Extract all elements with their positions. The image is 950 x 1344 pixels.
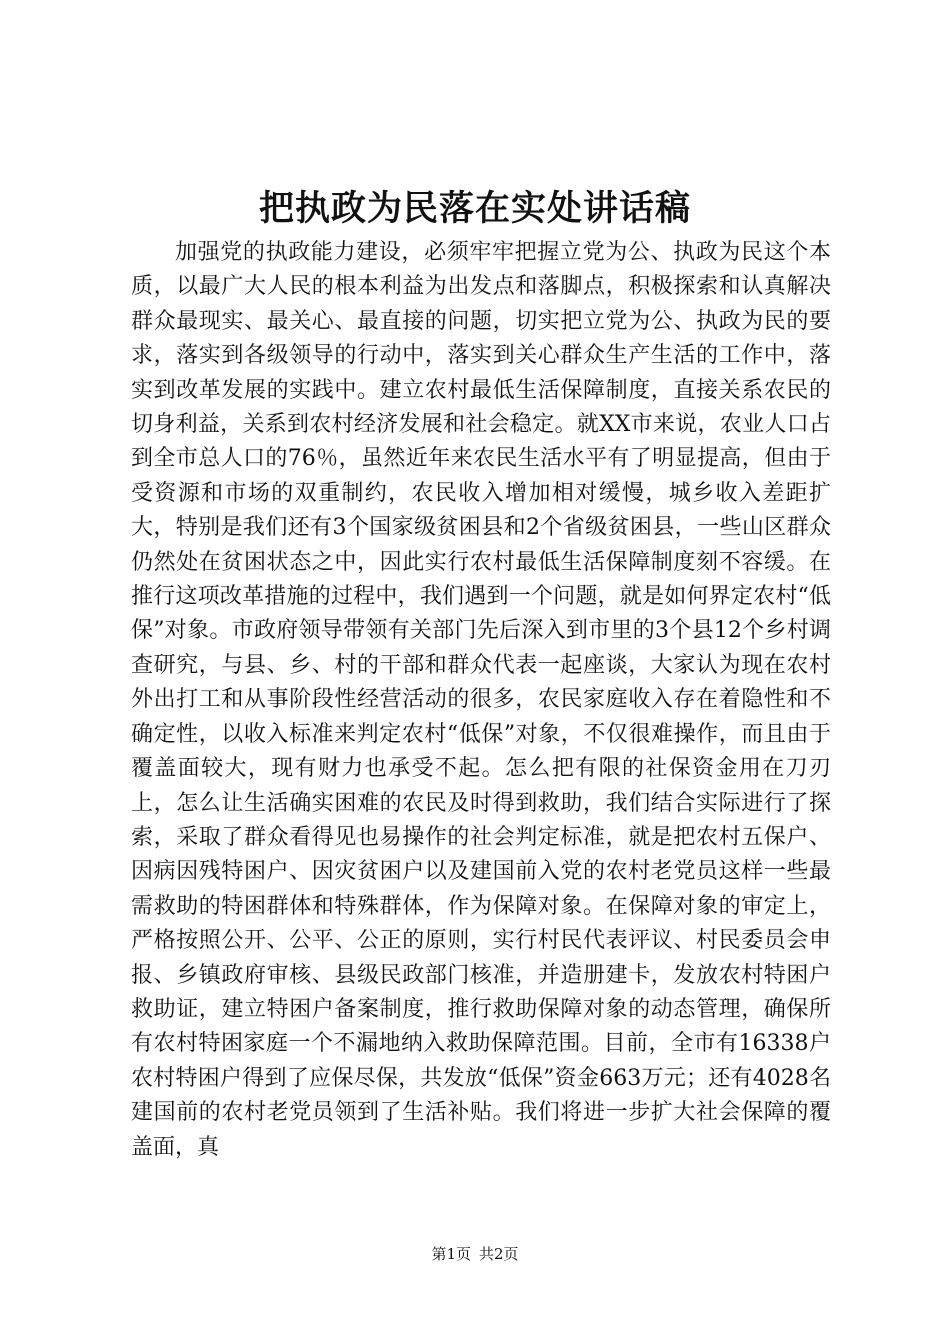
document-body-paragraph: 加强党的执政能力建设，必须牢牢把握立党为公、执政为民这个本质，以最广大人民的根本利益为出发点和落脚点，积极探索和认真解决群众最现实、最关心、最直接的问题，切实把立党为公、执政为民的要求，落实到各级领导的行动中，落实到关心群众生产生活的工作中，落实到改革发展的实践中。建立农村最低生活保障制度，直接关系农民的切身利益，关系到农村经济发展和社会稳定。就XX市来说，农业人口占到全市总人口的76％，虽然近年来农民生活水平有了明显提高，但由于受资源和市场的双重制约，农民收入增加相对缓慢，城乡收入差距扩大，特别是我们还有3个国家级贫困县和2个省级贫困县，一些山区群众仍然处在贫困状态之中，因此实行农村最低生活保障制度刻不容缓。在推行这项改革措施的过程中，我们遇到一个问题，就是如何界定农村“低保”对象。市政府领导带领有关部门先后深入到市里的3个县12个乡村调查研究，与县、乡、村的干部和群众代表一起座谈，大家认为现在农村外出打工和从事阶段性经营活动的很多，农民家庭收入存在着隐性和不确定性，以收入标准来判定农村“低保”对象，不仅很难操作，而且由于覆盖面较大，现有财力也承受不起。怎么把有限的社保资金用在刀刃上，怎么让生活确实困难的农民及时得到救助，我们结合实际进行了探索，采取了群众看得见也易操作的社会判定标准，就是把农村五保户、因病因残特困户、因灾贫困户以及建国前入党的农村老党员这样一些最需救助的特困群体和特殊群体，作为保障对象。在保障对象的审定上，严格按照公开、公平、公正的原则，实行村民代表评议、村民委员会申报、乡镇政府审核、县级民政部门核准，并造册建卡，发放农村特困户救助证，建立特困户备案制度，推行救助保障对象的动态管理，确保所有农村特困家庭一个不漏地纳入救助保障范围。目前，全市有16338户农村特困户得到了应保尽保，共发放“低保”资金663万元；还有4028名建国前的农村老党员领到了生活补贴。我们将进一步扩大社会保障的覆盖面，真 — [131, 240, 831, 1160]
page-footer — [0, 1244, 950, 1264]
document-title: 把执政为民落在实处讲话稿 — [258, 188, 691, 229]
page-number-current: 第1页 — [431, 1245, 471, 1263]
page-number-total: 共2页 — [479, 1245, 519, 1263]
